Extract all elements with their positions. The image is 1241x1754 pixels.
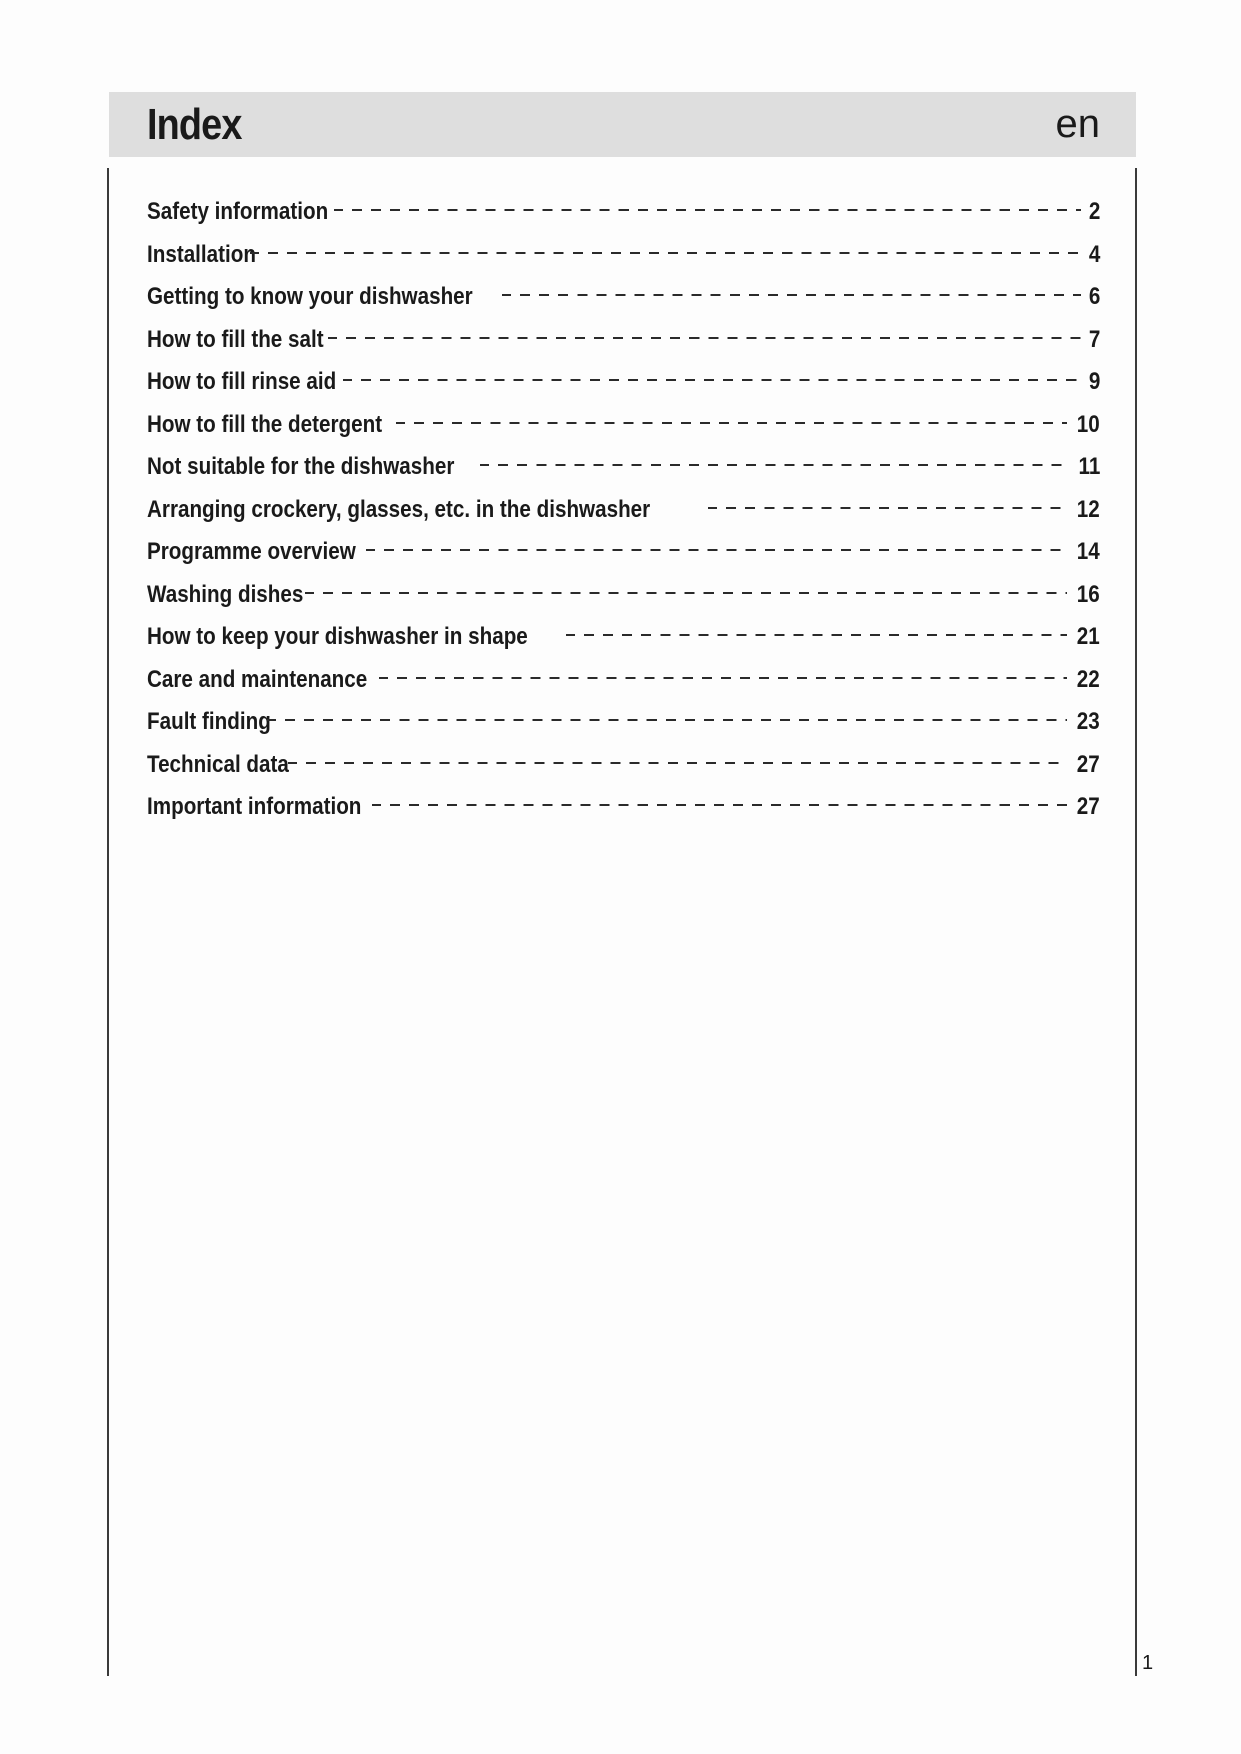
toc-leader bbox=[250, 252, 1081, 254]
toc-entry-page: 11 bbox=[1078, 453, 1100, 480]
toc-entry[interactable] bbox=[147, 368, 1100, 411]
toc-leader bbox=[372, 804, 1067, 806]
toc-entry-page: 27 bbox=[1077, 793, 1100, 820]
toc-leader bbox=[379, 677, 1067, 679]
toc-entry[interactable] bbox=[147, 751, 1100, 794]
toc-entry[interactable] bbox=[147, 283, 1100, 326]
toc-entry[interactable] bbox=[147, 411, 1100, 454]
toc-entry-label: Safety information bbox=[147, 198, 329, 225]
toc-entry-label: Care and maintenance bbox=[147, 665, 368, 693]
toc-entry-label: How to fill the detergent bbox=[147, 410, 383, 438]
toc-entry[interactable] bbox=[147, 666, 1100, 709]
toc-leader bbox=[334, 209, 1081, 211]
toc-entry[interactable] bbox=[147, 623, 1100, 666]
toc-entry[interactable] bbox=[147, 538, 1100, 581]
toc-entry-label: Getting to know your dishwasher bbox=[147, 283, 473, 310]
header-bar bbox=[109, 92, 1136, 157]
page-number: 1 bbox=[1142, 1652, 1154, 1674]
toc-entry-label: Not suitable for the dishwasher bbox=[147, 453, 455, 480]
toc-entry-page: 10 bbox=[1077, 410, 1100, 438]
toc-leader bbox=[267, 719, 1067, 721]
toc-entry-page: 12 bbox=[1077, 495, 1100, 523]
toc-leader bbox=[305, 592, 1068, 594]
toc-entry-page: 23 bbox=[1077, 708, 1100, 735]
toc-entry-page: 14 bbox=[1077, 538, 1100, 565]
toc-entry[interactable] bbox=[147, 708, 1100, 751]
toc-entry[interactable] bbox=[147, 581, 1100, 624]
toc-entry-label: Arranging crockery, glasses, etc. in the dishwasher bbox=[147, 495, 651, 523]
toc-leader bbox=[566, 634, 1068, 636]
toc-entry-page: 22 bbox=[1077, 665, 1100, 693]
page-title: Index bbox=[147, 100, 242, 149]
toc-entry-label: How to fill the salt bbox=[147, 325, 324, 353]
toc-entry-label: How to fill rinse aid bbox=[147, 368, 337, 395]
toc-entry-label: Fault finding bbox=[147, 708, 271, 735]
toc-entry-page: 21 bbox=[1077, 623, 1100, 650]
toc-entry-label: Washing dishes bbox=[147, 580, 304, 608]
toc-entry-label: Important information bbox=[147, 793, 362, 820]
toc-entry-page: 7 bbox=[1088, 325, 1100, 353]
toc-leader bbox=[288, 762, 1067, 764]
toc-entry-label: Installation bbox=[147, 240, 256, 268]
toc-entry-label: Programme overview bbox=[147, 538, 356, 565]
table-of-contents bbox=[147, 198, 1100, 836]
toc-entry-page: 2 bbox=[1088, 198, 1100, 225]
toc-leader bbox=[708, 507, 1067, 509]
right-margin-rule bbox=[1135, 168, 1137, 1676]
toc-entry-page: 16 bbox=[1077, 580, 1100, 608]
toc-entry[interactable] bbox=[147, 793, 1100, 836]
toc-leader bbox=[366, 549, 1068, 551]
toc-entry-label: Technical data bbox=[147, 750, 289, 778]
toc-entry-page: 4 bbox=[1088, 240, 1100, 268]
toc-leader bbox=[328, 337, 1080, 339]
toc-leader bbox=[480, 464, 1068, 466]
toc-entry[interactable] bbox=[147, 496, 1100, 539]
language-code: en bbox=[1055, 102, 1100, 146]
toc-entry-page: 9 bbox=[1088, 368, 1100, 395]
toc-entry-page: 6 bbox=[1088, 283, 1100, 310]
toc-entry[interactable] bbox=[147, 241, 1100, 284]
toc-entry[interactable] bbox=[147, 453, 1100, 496]
left-margin-rule bbox=[107, 168, 109, 1676]
toc-leader bbox=[502, 294, 1081, 296]
toc-entry[interactable] bbox=[147, 326, 1100, 369]
toc-entry[interactable] bbox=[147, 198, 1100, 241]
toc-entry-page: 27 bbox=[1077, 750, 1100, 778]
toc-entry-label: How to keep your dishwasher in shape bbox=[147, 623, 528, 650]
toc-leader bbox=[396, 422, 1067, 424]
toc-leader bbox=[343, 379, 1081, 381]
